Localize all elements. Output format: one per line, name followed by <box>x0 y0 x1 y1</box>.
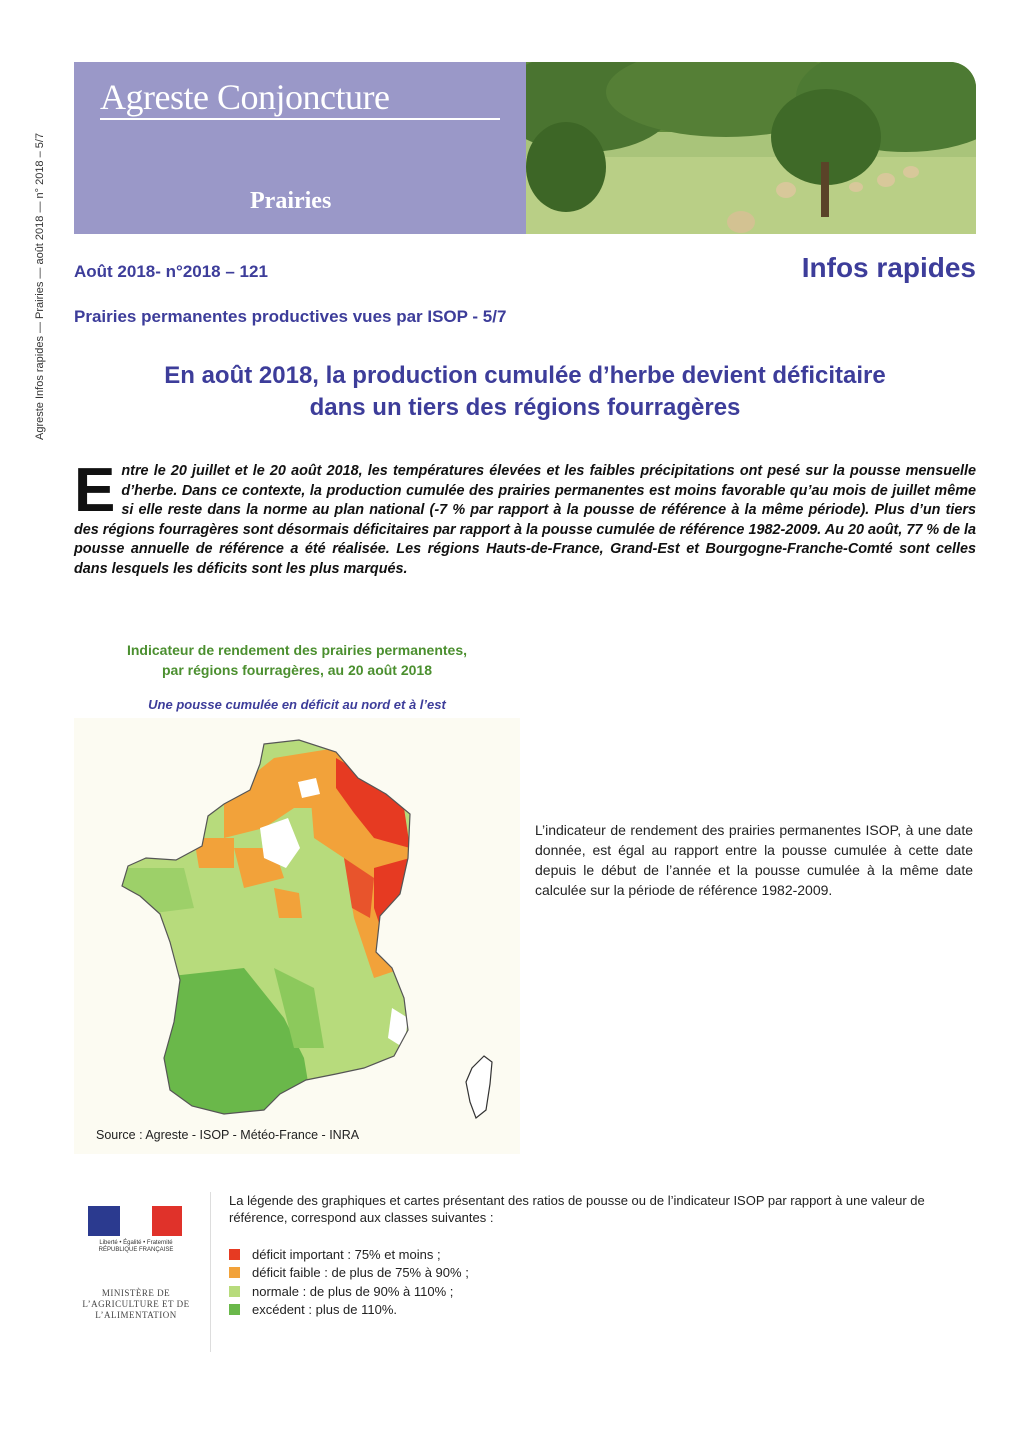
legend <box>229 1245 469 1319</box>
legend-item <box>229 1245 469 1264</box>
france-map <box>74 718 520 1154</box>
legend-item <box>229 1301 469 1320</box>
legend-swatch-deficit-important <box>229 1249 240 1260</box>
headline-line-1: En août 2018, la production cumulée d’herbe devient déficitaire <box>164 362 886 389</box>
republic-text: Liberté • Égalité • Fraternité RÉPUBLIQUE FRANÇAISE <box>98 1240 174 1253</box>
header-banner <box>74 62 976 234</box>
legend-item <box>229 1264 469 1283</box>
legend-swatch-excedent <box>229 1304 240 1315</box>
france-map-figure <box>74 718 520 1154</box>
side-running-header: Agreste Infos rapides — Prairies — août 2018 — n° 2018 – 5/7 <box>34 132 46 440</box>
corsica-outline <box>466 1056 492 1118</box>
indicator-explanation: L’indicateur de rendement des prairies permanentes ISOP, à une date donnée, est égal au rapport entre la pousse cumulée à cette date depuis le début de l’année et la pousse cumulée à la même date calculée sur la période de référence 1982-2009. <box>535 822 973 898</box>
headline-line-2: dans un tiers des régions fourragères <box>309 394 741 421</box>
legend-label: déficit faible : de plus de 75% à 90% ; <box>252 1265 469 1281</box>
drop-cap: E <box>74 456 116 525</box>
lead-text: ntre le 20 juillet et le 20 août 2018, les températures élevées et les faibles précipitations ont pesé sur la pousse mensuelle d’herbe. Dans ce contexte, la production cumulée des prairies permanentes est moins favorable qu’au mois de juillet même si elle reste dans la norme au plan national (-7 % par rapport à la pousse de référence à la même période). Plus d’un tiers des régions fourragères sont désormais déficitaires par rapport à la pousse cumulée de référence 1982-2009. Au 20 août, 77 % de la pousse annuelle de référence a été réalisée. Les régions Hauts-de-France, Grand-Est et Bourgogne-Franche-Comté sont celles dans lesquels les déficits sont les plus marqués. <box>74 463 976 577</box>
ministry-logo <box>74 1192 200 1352</box>
figure-title-line-1: Indicateur de rendement des prairies permanentes, <box>126 642 467 658</box>
publication-title: Agreste Conjoncture <box>100 77 390 117</box>
ministry-name: MINISTÈRE DE L’AGRICULTURE ET DE L’ALIMENTATION <box>82 1288 190 1320</box>
divider <box>210 1192 211 1352</box>
lead-paragraph <box>74 456 976 580</box>
headline <box>74 360 976 424</box>
legend-item <box>229 1282 469 1301</box>
flag-red <box>152 1206 182 1236</box>
series-title: Prairies permanentes productives vues par ISOP - 5/7 <box>74 307 507 326</box>
publication-theme: Prairies <box>250 188 332 214</box>
legend-label: déficit important : 75% et moins ; <box>252 1246 441 1262</box>
figure-title-line-2: par régions fourragères, au 20 août 2018 <box>162 662 432 678</box>
banner-title-panel <box>74 62 526 234</box>
flag-blue <box>88 1206 120 1236</box>
figure-title <box>74 640 520 680</box>
figure-subtitle: Une pousse cumulée en déficit au nord et à l’est <box>148 697 446 712</box>
flag-white <box>120 1206 152 1236</box>
legend-label: excédent : plus de 110%. <box>252 1302 398 1318</box>
legend-label: normale : de plus de 90% à 110% ; <box>252 1283 454 1299</box>
infos-rapides-label: Infos rapides <box>801 252 976 283</box>
figure-source: Source : Agreste - ISOP - Météo-France - INRA <box>96 1128 360 1142</box>
title-underline <box>100 118 500 120</box>
meadow-photo <box>526 62 976 234</box>
legend-swatch-deficit-faible <box>229 1267 240 1278</box>
legend-intro: La légende des graphiques et cartes présentant des ratios de pousse ou de l’indicateur ISOP par rapport à une valeur de référence, correspond aux classes suivantes : <box>229 1193 925 1225</box>
legend-swatch-normale <box>229 1286 240 1297</box>
issue-number: Août 2018- n°2018 – 121 <box>74 262 268 281</box>
